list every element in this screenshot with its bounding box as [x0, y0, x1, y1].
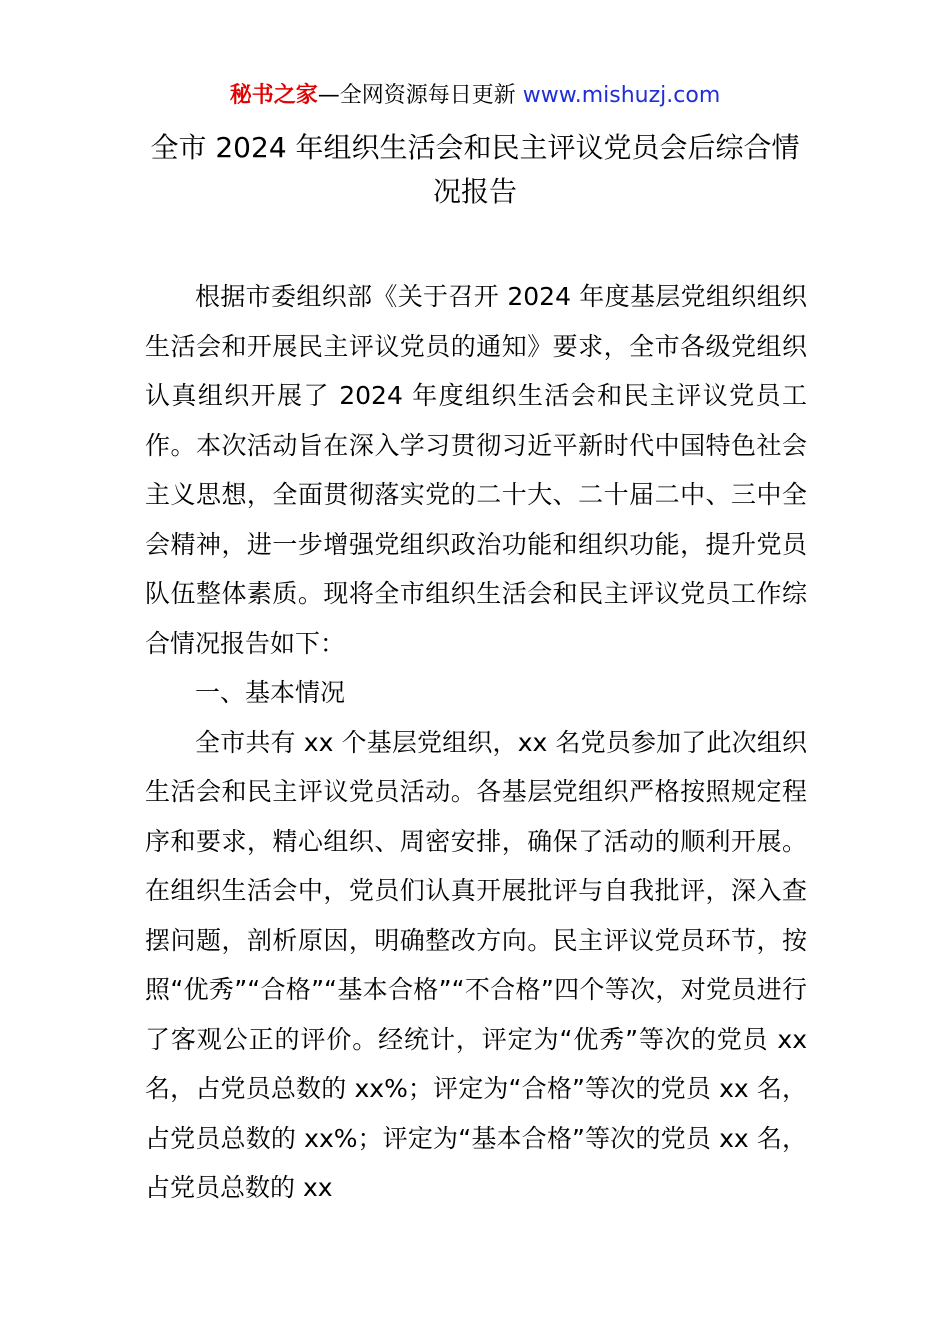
document-title: 全市 2024 年组织生活会和民主评议党员会后综合情况报告	[150, 131, 800, 208]
site-banner	[0, 80, 950, 112]
section-heading: 一、基本情况	[195, 678, 346, 707]
banner-brand: 秘书之家	[229, 83, 318, 108]
banner-url[interactable]: www.mishuzj.com	[522, 83, 721, 108]
basic-situation-paragraph: 全市共有 xx 个基层党组织，xx 名党员参加了此次组织生活会和民主评议党员活动。各基层党组织严格按照规定程序和要求，精心组织、周密安排，确保了活动的顺利开展。在组织生活会中，党员们认真开展批评与自我批评，深入查摆问题，剖析原因，明确整改方向。民主评议党员环节，按照“优秀”“合格”“基本合格”“不合格”四个等次，对党员进行了客观公正的评价。经统计，评定为“优秀”等次的党员 xx 名，占党员总数的 xx%；评定为“合格”等次的党员 xx 名，占党员总数的 xx%；评定为“基本合格”等次的党员 xx 名，占党员总数的 xx	[145, 727, 807, 1202]
banner-tagline: —全网资源每日更新	[317, 83, 523, 108]
intro-paragraph: 根据市委组织部《关于召开 2024 年度基层党组织组织生活会和开展民主评议党员的通知》要求，全市各级党组织认真组织开展了 2024 年度组织生活会和民主评议党员工作。本次活动旨在深入学习贯彻习近平新时代中国特色社会主义思想，全面贯彻落实党的二十大、二十届二中、三中全会精神，进一步增强党组织政治功能和组织功能，提升党员队伍整体素质。现将全市组织生活会和民主评议党员工作综合情况报告如下：	[145, 282, 807, 658]
document-body	[145, 272, 807, 1213]
